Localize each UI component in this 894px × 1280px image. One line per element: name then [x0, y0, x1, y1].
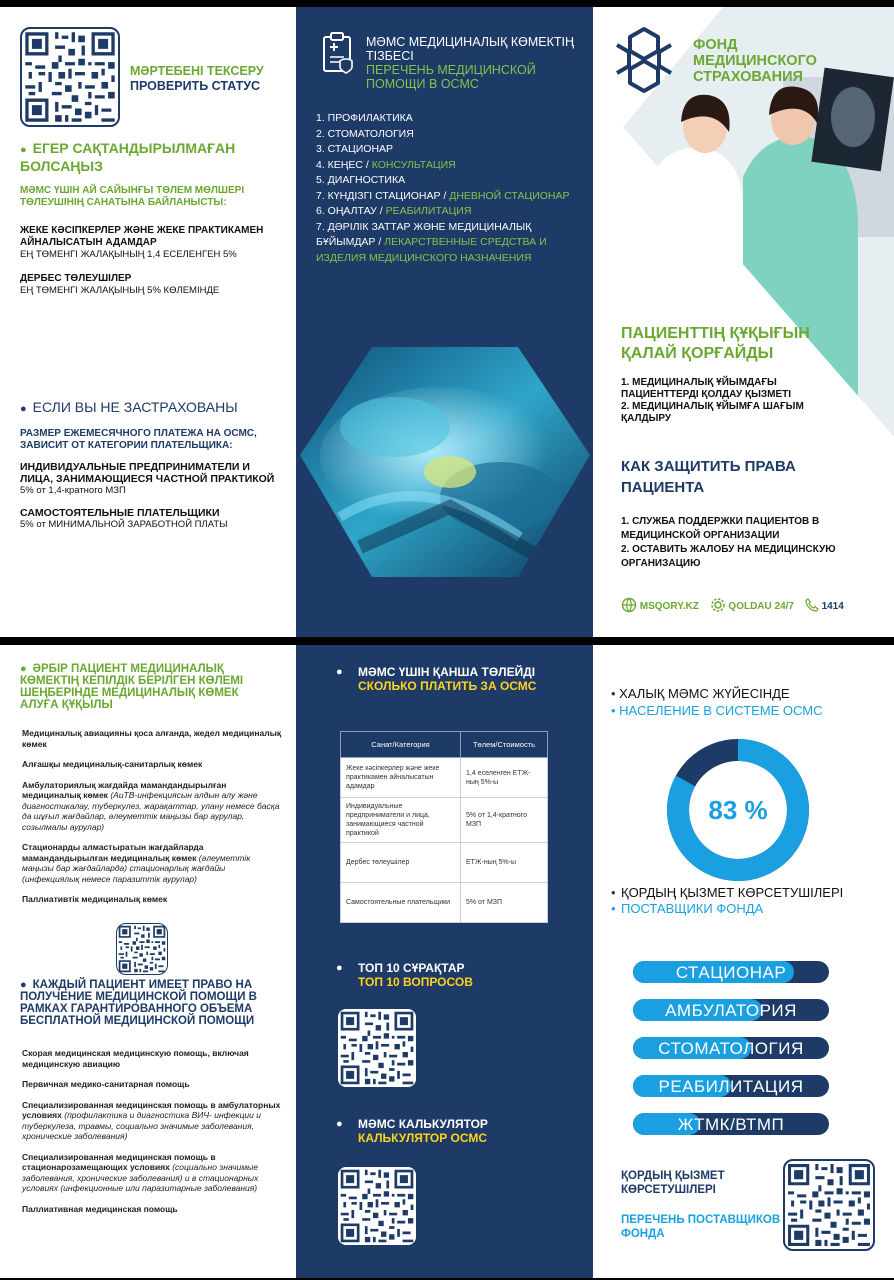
care-item: [22, 894, 282, 905]
care-ru-list: [22, 1048, 282, 1224]
provider-bar-label: СТАЦИОНАР: [675, 963, 787, 982]
care-item-title: Алғашқы медициналық-санитарлық көмек: [22, 759, 203, 769]
panel-patient-rights: [593, 7, 894, 637]
logo-line-1: ФОНД: [693, 37, 738, 53]
bullet-icon: ●: [336, 962, 343, 974]
bullet-icon: ●: [336, 666, 343, 678]
service-kz: 6. ОҢАЛТАУ /: [316, 205, 386, 217]
qr-code-icon: [117, 924, 167, 974]
table-cell: ЕТЖ-ның 5%-ы: [461, 843, 548, 883]
qr-providers[interactable]: [783, 1159, 875, 1251]
fund-logo-icon: [609, 25, 679, 95]
care-kz-title: ● ӘРБІР ПАЦИЕНТ МЕДИЦИНАЛЫҚ КӨМЕКТІҢ КЕПІЛДІК БЕРІЛГЕН КӨЛЕМІ ШЕҢБЕРІНДЕ МЕДИЦИНАЛЫҚ КӨМЕК АЛУҒА ҚҰҚЫЛЫ: [20, 663, 260, 711]
care-item: [22, 1152, 282, 1194]
top10-ru: ТОП 10 ВОПРОСОВ: [358, 975, 473, 989]
bullet-icon: •: [611, 885, 616, 900]
rights-kz-title: ПАЦИЕНТТІҢ ҚҰҚЫҒЫН ҚАЛАЙ ҚОРҒАЙДЫ: [621, 325, 810, 362]
care-item-title: Первичная медико-санитарная помощь: [22, 1079, 190, 1089]
medical-document-icon: [322, 31, 356, 75]
pop-ru: НАСЕЛЕНИЕ В СИСТЕМЕ ОСМС: [619, 703, 823, 718]
self-kz-value: ЕҢ ТӨМЕНГІ ЖАЛАҚЫНЫҢ 5% КӨЛЕМІНДЕ: [20, 285, 220, 296]
care-ru-title: ● КАЖДЫЙ ПАЦИЕНТ ИМЕЕТ ПРАВО НА ПОЛУЧЕНИЕ МЕДИЦИНСКОЙ ПОМОЩИ В РАМКАХ ГАРАНТИРОВАННОГО ОБЪЕМА БЕСПЛАТНОЙ МЕДИЦИНСКОЙ ПОМОЩИ: [20, 979, 265, 1027]
care-item: [22, 759, 282, 770]
bullet-icon: ●: [336, 1118, 343, 1130]
uninsured-kz-title: ● ЕГЕР САҚТАНДЫРЫЛМАҒАН БОЛСАҢЫЗ: [20, 140, 260, 174]
care-item: [22, 780, 282, 833]
panel-statistics: [593, 645, 894, 1278]
ip-ru-value: 5% от 1,4-кратного МЗП: [20, 485, 126, 496]
pay-kz: МӘМС ҮШІН ҚАНША ТӨЛЕЙДІ: [358, 665, 536, 679]
payment-ru-subtitle: РАЗМЕР ЕЖЕМЕСЯЧНОГО ПЛАТЕЖА НА ОСМС, ЗАВИСИТ ОТ КАТЕГОРИИ ПЛАТЕЛЬЩИКА:: [20, 428, 257, 451]
table-row: [341, 758, 548, 798]
surgery-photo-illustration: [300, 347, 590, 577]
services-title-kz: МӘМС МЕДИЦИНАЛЫҚ КӨМЕКТІҢ ТІЗБЕСІ: [366, 35, 574, 63]
service-item: [316, 111, 581, 127]
care-item: [22, 1048, 282, 1069]
care-item-title: Амбулаториялық жағдайда мамандандырылған медициналық көмек: [22, 779, 227, 800]
care-item-title: Специализированная медицинская помощь в стационарозамещающих условиях: [22, 1151, 216, 1172]
care-item-note: (әлеуметтік маңызы бар жағдайларда) стационарлық жағдайы (инфекциялық немесе паразиттік аурулар): [22, 852, 251, 884]
surgery-image: [300, 347, 590, 577]
service-ru: ДНЕВНОЙ СТАЦИОНАР: [449, 189, 570, 202]
care-item-note: (социально значимые заболевания, хронические заболевания) и в стационарных условиях (инфекционные или паразитарные заболевания): [22, 1162, 259, 1193]
care-item-title: Медициналық авиацияны қоса алғанда, жедел медициналық көмек: [22, 728, 282, 749]
phone-icon: [805, 598, 819, 615]
panel-status: [0, 7, 296, 637]
panel-services: [296, 7, 593, 637]
services-list: [316, 111, 581, 266]
uninsured-ru-title: ● ЕСЛИ ВЫ НЕ ЗАСТРАХОВАНЫ: [20, 399, 280, 417]
bullet-icon: •: [611, 703, 620, 718]
contact-qoldau[interactable]: QOLDAU 24/7: [728, 601, 794, 613]
service-item: [316, 189, 581, 205]
payment-kz-subtitle: МӘМС ҮШІН АЙ САЙЫНҒЫ ТӨЛЕМ МӨЛШЕРІ ТӨЛЕУШІНІҢ САНАТЫНА БАЙЛАНЫСТЫ:: [20, 185, 245, 208]
ip-kz-title: ЖЕКЕ КӘСІПКЕРЛЕР ЖӘНЕ ЖЕКЕ ПРАКТИКАМЕН АЙНАЛЫСАТЫН АДАМДАР: [20, 225, 264, 248]
table-cell: Дербес төлеушілер: [341, 843, 461, 883]
rights-ru-1: 1. СЛУЖБА ПОДДЕРЖКИ ПАЦИЕНТОВ В МЕДИЦИНСКОЙ ОРГАНИЗАЦИИ: [621, 516, 820, 541]
service-kz: 3. СТАЦИОНАР: [316, 143, 394, 155]
providers-list-kz: ҚОРДЫҢ ҚЫЗМЕТ КӨРСЕТУШІЛЕРІ: [621, 1170, 725, 1196]
service-kz: 4. КЕҢЕС /: [316, 158, 372, 171]
table-cell: Самостоятельные плательщики: [341, 883, 461, 923]
qr-calculator[interactable]: [336, 1165, 418, 1247]
rights-kz-1: 1. МЕДИЦИНАЛЫҚ ҰЙЫМДАҒЫ ПАЦИЕНТТЕРДІ ҚОЛДАУ ҚЫЗМЕТІ: [621, 377, 792, 400]
provider-bar-label: АМБУЛАТОРИЯ: [665, 1001, 797, 1020]
contact-phone[interactable]: 1414: [821, 601, 844, 613]
service-ru: РЕАБИЛИТАЦИЯ: [385, 205, 472, 217]
self-ru-value: 5% от МИНИМАЛЬНОЙ ЗАРАБОТНОЙ ПЛАТЫ: [20, 519, 228, 530]
check-status-kz: МӘРТЕБЕНІ ТЕКСЕРУ: [130, 64, 264, 78]
payment-table: [340, 731, 548, 923]
provider-bar[interactable]: [633, 961, 829, 983]
service-item: [316, 142, 581, 158]
care-item: [22, 842, 282, 884]
service-item: [316, 173, 581, 189]
qr-code-icon: [338, 1009, 416, 1087]
qr-code-icon: [22, 29, 118, 125]
service-kz: 7. ДӘРІЛІК ЗАТТАР ЖӘНЕ МЕДИЦИНАЛЫҚ БҰЙЫМДАР /: [316, 220, 532, 248]
care-item-title: Паллиативтік медициналық көмек: [22, 894, 168, 904]
provider-bar[interactable]: [633, 1037, 829, 1059]
table-cell: Индивидуальные предприниматели и лица, занимающиеся частной практикой: [341, 798, 461, 843]
care-item: [22, 1204, 282, 1215]
population-donut-chart: [663, 735, 813, 885]
pay-ru: СКОЛЬКО ПЛАТИТЬ ЗА ОСМС: [358, 679, 537, 693]
service-kz: 7. КҮНДІЗГІ СТАЦИОНАР /: [316, 189, 450, 202]
rights-kz-2: 2. МЕДИЦИНАЛЫҚ ҰЙЫМҒА ШАҒЫМ ҚАЛДЫРУ: [621, 401, 804, 424]
qr-care[interactable]: [116, 923, 168, 975]
self-ru-title: САМОСТОЯТЕЛЬНЫЕ ПЛАТЕЛЬЩИКИ: [20, 507, 220, 519]
bullet-icon: •: [611, 686, 620, 701]
table-cell: Жеке кәсіпкерлер және жеке практикамен айналысатын адамдар: [341, 758, 461, 798]
table-row: [341, 843, 548, 883]
brochure-inside: [0, 645, 894, 1278]
care-item-title: Паллиативная медицинская помощь: [22, 1203, 178, 1214]
service-item: [316, 127, 581, 143]
services-title-ru: ПЕРЕЧЕНЬ МЕДИЦИНСКОЙ ПОМОЩИ В ОСМС: [366, 63, 536, 91]
table-cell: 1,4 еселенген ЕТЖ-ның 5%-ы: [461, 758, 548, 798]
care-item-title: Специализированная медицинская помощь в амбулаторных условиях: [22, 1099, 281, 1120]
gear-icon: [710, 597, 726, 616]
service-kz: 1. ПРОФИЛАКТИКА: [316, 112, 413, 124]
service-ru: КОНСУЛЬТАЦИЯ: [371, 158, 456, 171]
care-item-title: Стационарды алмастыратын жағдайларда мамандандырылған медициналық көмек: [22, 842, 204, 863]
calc-kz: МӘМС КАЛЬКУЛЯТОР: [358, 1117, 488, 1131]
service-kz: 5. ДИАГНОСТИКА: [316, 174, 406, 186]
providers-kz: ҚОРДЫҢ ҚЫЗМЕТ КӨРСЕТУШІЛЕРІ: [621, 885, 844, 900]
calc-ru: КАЛЬКУЛЯТОР ОСМС: [358, 1131, 488, 1145]
care-item-note: (АиТВ-инфекциясын алдын алу және диагностикалау, туберкулез, жарақаттар, улану немесе басқа да шұғыл жағдайлар, әлеуметтік маңызы бар аурулар, созылмалы аурулар): [22, 790, 280, 832]
care-item-title: Скорая медицинская медицинскую помощь, включая медицинскую авиацию: [22, 1048, 249, 1069]
globe-icon: [621, 597, 637, 616]
provider-bar[interactable]: [633, 1113, 829, 1135]
panel-payment: [296, 645, 593, 1278]
check-status-ru: ПРОВЕРИТЬ СТАТУС: [130, 79, 261, 93]
rights-ru-title: КАК ЗАЩИТИТЬ ПРАВА ПАЦИЕНТА: [621, 458, 796, 496]
table-row: [341, 883, 548, 923]
pop-percent: 83 %: [708, 795, 768, 825]
table-header: Төлем/Стоимость: [461, 732, 548, 758]
providers-list-ru[interactable]: ПЕРЕЧЕНЬ ПОСТАВЩИКОВ ФОНДА: [621, 1214, 781, 1240]
table-cell: 5% от МЗП: [461, 883, 548, 923]
provider-bar-label: СТОМАТОЛОГИЯ: [658, 1039, 804, 1058]
provider-bar-label: ЖТМК/ВТМП: [677, 1115, 785, 1134]
table-header: Санат/Категория: [341, 732, 461, 758]
ip-ru-title: ИНДИВИДУАЛЬНЫЕ ПРЕДПРИНИМАТЕЛИ И ЛИЦА, ЗАНИМАЮЩИЕСЯ ЧАСТНОЙ ПРАКТИКОЙ: [20, 461, 275, 485]
qr-code-icon: [338, 1167, 416, 1245]
bullet-icon: •: [611, 901, 616, 916]
care-item: [22, 1100, 282, 1142]
service-item: [316, 204, 581, 220]
rights-ru-2: 2. ОСТАВИТЬ ЖАЛОБУ НА МЕДИЦИНСКУЮ ОРГАНИЗАЦИЮ: [621, 544, 836, 569]
care-item: [22, 728, 282, 749]
contact-web[interactable]: MSQORY.KZ: [639, 601, 699, 613]
providers-ru: ПОСТАВЩИКИ ФОНДА: [621, 901, 764, 916]
logo-line-2: МЕДИЦИНСКОГО: [693, 53, 817, 69]
provider-bar-label: РЕАБИЛИТАЦИЯ: [658, 1077, 804, 1096]
logo-line-3: СТРАХОВАНИЯ: [693, 69, 803, 85]
provider-bar[interactable]: [633, 999, 829, 1021]
self-kz-title: ДЕРБЕС ТӨЛЕУШІЛЕР: [20, 273, 132, 284]
care-item: [22, 1079, 282, 1090]
care-kz-list: [22, 728, 282, 915]
top10-kz: ТОП 10 СҰРАҚТАР: [358, 961, 465, 975]
service-kz: 2. СТОМАТОЛОГИЯ: [316, 127, 414, 140]
qr-top10[interactable]: [336, 1007, 418, 1089]
service-ru: ЛЕКАРСТВЕННЫЕ СРЕДСТВА И ИЗДЕЛИЯ МЕДИЦИНСКОГО НАЗНАЧЕНИЯ: [316, 236, 547, 264]
care-item-note: (профилактика и диагностика ВИЧ- инфекции и туберкулеза, травмы, социально значимые заболевания, хронические заболевания): [22, 1110, 261, 1141]
panel-guaranteed-care: [0, 645, 296, 1278]
qr-code-icon: [785, 1161, 873, 1249]
pop-kz: ХАЛЫҚ МӘМС ЖҮЙЕСІНДЕ: [619, 686, 790, 701]
brochure-outside: [0, 7, 894, 637]
service-item: [316, 220, 581, 267]
table-row: [341, 798, 548, 843]
provider-bar[interactable]: [633, 1075, 829, 1097]
ip-kz-value: ЕҢ ТӨМЕНГІ ЖАЛАҚЫНЫҢ 1,4 ЕСЕЛЕНГЕН 5%: [20, 249, 237, 260]
service-item: [316, 158, 581, 174]
qr-check-status[interactable]: [20, 27, 120, 127]
table-cell: 5% от 1,4-кратного МЗП: [461, 798, 548, 843]
